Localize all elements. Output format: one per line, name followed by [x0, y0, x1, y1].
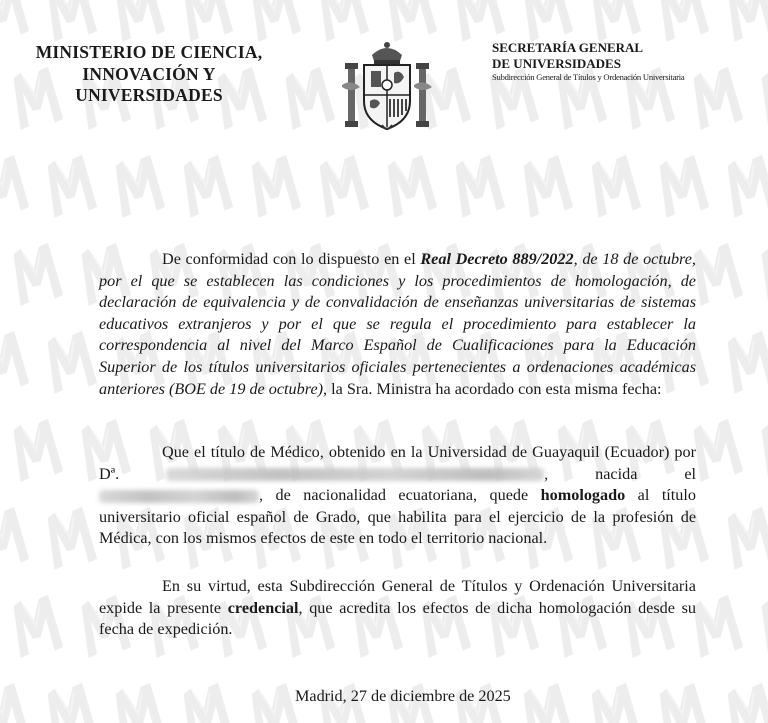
ministry-line-2: INNOVACIÓN Y [82, 63, 216, 84]
watermark-mark [247, 0, 302, 42]
decree-reference: Real Decreto 889/2022 [420, 250, 574, 268]
watermark-mark [655, 682, 710, 723]
watermark-mark [451, 0, 506, 42]
p1-text-a: De conformidad con lo dispuesto en el [162, 250, 421, 268]
watermark-mark [281, 66, 336, 130]
decree-title: octubre, por el que se establecen las condiciones y los procedimientos de homologación, de declaración de equivalencia y de convalidación de enseñanzas universitarias de sistemas educativos extranjeros y por el que se regula el procedimiento para establecer la correspondencia al nivel del Marco Español de Cualificaciones para la Educación Superior de los títulos universitarios oficiales pertenecientes a ordenaciones académicas anteriores (BOE de 19 de octubre) [99, 250, 696, 398]
redacted-name [166, 468, 544, 481]
watermark-mark [9, 418, 64, 482]
watermark-mark [383, 154, 438, 218]
watermark-mark [9, 242, 64, 306]
watermark-mark [111, 0, 166, 42]
paragraph-homologation [99, 442, 696, 550]
watermark-mark [519, 154, 574, 218]
watermark-mark [723, 506, 768, 570]
p3-text-a: En su virtud, esta Subdirección General de Títulos y Ordenación Universitaria expide la presente [99, 577, 696, 617]
watermark-mark [315, 0, 370, 42]
watermark-mark [0, 0, 30, 42]
watermark-mark [0, 506, 30, 570]
secretaria-line-1: SECRETARÍA GENERAL [492, 40, 644, 55]
watermark-mark [723, 154, 768, 218]
ministry-line-3: UNIVERSIDADES [75, 85, 223, 105]
watermark-mark [43, 506, 98, 570]
watermark-mark [723, 330, 768, 394]
watermark-mark [0, 330, 30, 394]
watermark-mark [757, 594, 768, 658]
watermark-mark [9, 594, 64, 658]
issue-date: Madrid, 27 de diciembre de 2025 [295, 687, 511, 705]
watermark-mark [0, 154, 30, 218]
secretaria-line-2: DE UNIVERSIDADES [492, 55, 621, 71]
watermark-mark [179, 0, 234, 42]
watermark-mark [451, 154, 506, 218]
watermark-mark [43, 330, 98, 394]
watermark-mark [587, 154, 642, 218]
homologado-emphasis: homologado [540, 486, 626, 505]
watermark-mark [179, 682, 234, 723]
watermark-mark [43, 154, 98, 218]
paragraph-credential [99, 576, 696, 641]
watermark-mark [757, 418, 768, 482]
p1-text-c: , la Sra. Ministra ha acordado con esta misma fecha: [323, 379, 662, 398]
p2-text-a: Que el título de Médico, obtenido en la Universidad de Guayaquil (Ecuador) por Dª. [99, 443, 696, 483]
watermark-mark [179, 154, 234, 218]
watermark-mark [689, 594, 744, 658]
watermark-mark [247, 682, 302, 723]
watermark-mark [723, 682, 768, 723]
watermark-mark [723, 0, 768, 42]
watermark-mark [43, 682, 98, 723]
watermark-mark [519, 682, 574, 723]
watermark-mark [383, 0, 438, 42]
watermark-mark [655, 154, 710, 218]
p1-text-b: , de 18 de [573, 250, 644, 268]
p2-text-b: , nacida el [544, 464, 697, 483]
watermark-mark [111, 154, 166, 218]
p2-text-d: al título universitario oficial español de Grado, que habilita para el ejercicio de la profesión de Médica, con los mismos efectos de este en todo el territorio nacional. [99, 486, 696, 548]
watermark-mark [43, 0, 98, 42]
ministry-line-1: MINISTERIO DE CIENCIA, [35, 42, 263, 62]
ministry-name [18, 42, 280, 107]
watermark-mark [519, 0, 574, 42]
p2-text-c: , de nacionalidad ecuatoriana, quede [259, 486, 541, 505]
watermark-mark [757, 242, 768, 306]
paragraph-decree [99, 249, 696, 400]
p3-text-b: , que acredita los efectos de dicha homologación desde su fecha de expedición. [99, 598, 696, 639]
secretaria-header [492, 40, 762, 83]
watermark-mark [655, 0, 710, 42]
watermark-mark [315, 154, 370, 218]
coat-of-arms-emblem [338, 37, 436, 137]
watermark-mark [111, 682, 166, 723]
watermark-mark [689, 418, 744, 482]
watermark-mark [689, 242, 744, 306]
subdireccion-name: Subdirección General de Títulos y Ordenación Universitaria [492, 72, 685, 82]
watermark-mark [247, 154, 302, 218]
watermark-mark [587, 0, 642, 42]
watermark-mark [587, 682, 642, 723]
credencial-emphasis: credencial [227, 598, 299, 617]
watermark-mark [0, 682, 30, 723]
redacted-birthdate [99, 490, 259, 503]
